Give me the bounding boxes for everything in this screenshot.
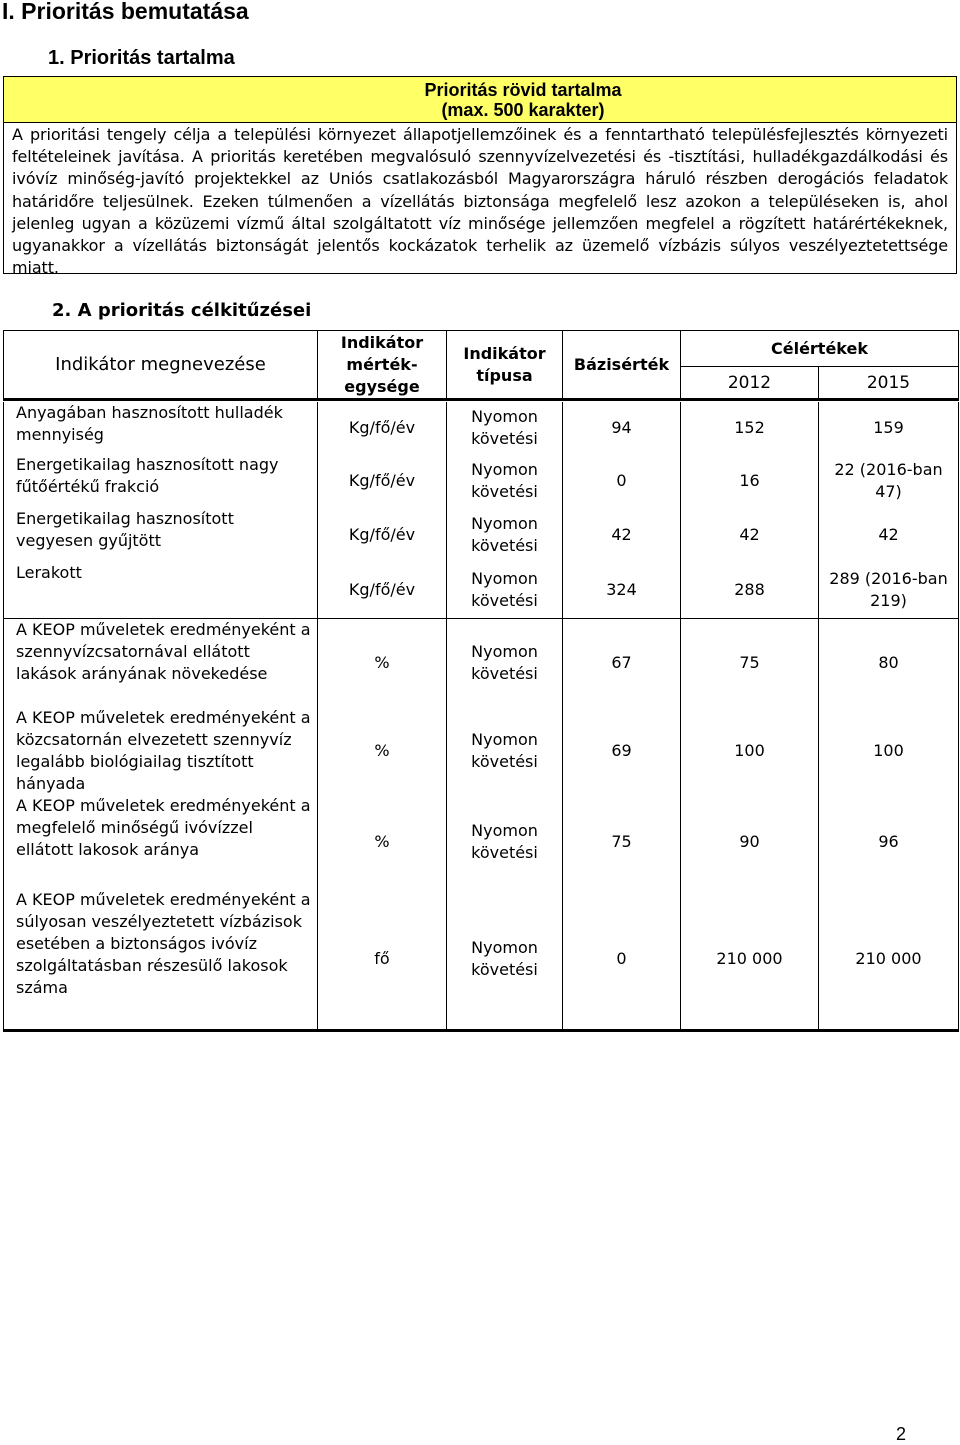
target-2015: 289 (2016-ban 219) <box>819 562 959 619</box>
table-row <box>4 619 959 707</box>
indicator-type: Nyomon követési <box>447 402 563 454</box>
indicator-unit: % <box>318 795 447 889</box>
target-2012: 288 <box>681 562 819 619</box>
indicator-unit: Kg/fő/év <box>318 402 447 454</box>
indicator-table <box>3 330 959 1032</box>
header-year-2015: 2015 <box>819 367 959 400</box>
target-2012: 210 000 <box>681 889 819 1031</box>
indicator-name: A KEOP műveletek eredményeként a megfelelő minőségű ivóvízzel ellátott lakosok aránya <box>4 795 318 889</box>
indicator-unit: fő <box>318 889 447 1031</box>
indicator-unit: % <box>318 707 447 795</box>
indicator-name: A KEOP műveletek eredményeként a közcsatornán elvezetett szennyvíz legalább biológiailag tisztított hányada <box>4 707 318 795</box>
baseline-value: 69 <box>563 707 681 795</box>
header-name: Indikátor megnevezése <box>4 331 318 400</box>
target-2015: 159 <box>819 402 959 454</box>
target-2015: 100 <box>819 707 959 795</box>
indicator-name: Energetikailag hasznosított vegyesen gyűjtött <box>4 508 318 562</box>
indicator-name: Anyagában hasznosított hulladék mennyiség <box>4 402 318 454</box>
header-type: Indikátor típusa <box>447 331 563 400</box>
summary-header <box>4 77 956 123</box>
target-2015: 210 000 <box>819 889 959 1031</box>
table-row <box>4 795 959 889</box>
indicator-type: Nyomon követési <box>447 454 563 508</box>
main-heading: I. Prioritás bemutatása <box>2 0 249 24</box>
priority-summary-box <box>3 76 957 278</box>
baseline-value: 0 <box>563 454 681 508</box>
indicator-unit: % <box>318 619 447 707</box>
target-2015: 22 (2016-ban 47) <box>819 454 959 508</box>
indicator-type: Nyomon követési <box>447 707 563 795</box>
indicator-name: Lerakott <box>4 562 318 619</box>
summary-subtitle: (max. 500 karakter) <box>441 100 605 120</box>
table-row <box>4 562 959 619</box>
target-2015: 42 <box>819 508 959 562</box>
target-2012: 90 <box>681 795 819 889</box>
indicator-type: Nyomon követési <box>447 619 563 707</box>
target-2012: 42 <box>681 508 819 562</box>
baseline-value: 67 <box>563 619 681 707</box>
indicator-type: Nyomon követési <box>447 562 563 619</box>
indicator-unit: Kg/fő/év <box>318 454 447 508</box>
table-row <box>4 454 959 508</box>
indicator-name: A KEOP műveletek eredményeként a szennyvízcsatornával ellátott lakások arányának növekedése <box>4 619 318 707</box>
baseline-value: 0 <box>563 889 681 1031</box>
table-row <box>4 402 959 454</box>
target-2012: 16 <box>681 454 819 508</box>
indicator-name: A KEOP műveletek eredményeként a súlyosan veszélyeztetett vízbázisok esetében a biztonságos ivóvíz szolgáltatásban részesülő lakosok száma <box>4 889 318 1031</box>
summary-title: Prioritás rövid tartalma <box>424 80 622 100</box>
section-1-heading: 1. Prioritás tartalma <box>48 47 235 69</box>
header-base: Bázisérték <box>563 331 681 400</box>
section-2-heading: 2. A prioritás célkitűzései <box>52 300 312 321</box>
target-2015: 80 <box>819 619 959 707</box>
target-2012: 152 <box>681 402 819 454</box>
baseline-value: 324 <box>563 562 681 619</box>
header-year-2012: 2012 <box>681 367 819 400</box>
indicator-unit: Kg/fő/év <box>318 562 447 619</box>
indicator-unit: Kg/fő/év <box>318 508 447 562</box>
table-row <box>4 707 959 795</box>
indicator-type: Nyomon követési <box>447 508 563 562</box>
target-2015: 96 <box>819 795 959 889</box>
table-row <box>4 508 959 562</box>
summary-body: A prioritási tengely célja a települési környezet állapotjellemzőinek és a fenntartható településfejlesztés környezeti feltételeinek javítása. A prioritás keretében megvalósuló szennyvízelvezetési és -tisztítási, hulladékgazdálkodási és ivóvíz minőség-javító projektekkel az Uniós csatlakozásból Magyarországra háruló részben derogációs feladatok határidőre teljesülnek. Ezeken túlmenően a vízellátás biztonsága megfelelő lesz azokon a településeken is, ahol jelenleg ugyan a közüzemi vízmű által szolgáltatott víz minősége jellemzően megfelel a rögzített határértékeknek, ugyanakkor a vízellátás biztonságát jelentős kockázatok terhelik az üzemelő vízbázis súlyos veszélyeztetettsége miatt. <box>12 125 948 278</box>
page-number: 2 <box>896 1424 907 1444</box>
indicator-type: Nyomon követési <box>447 889 563 1031</box>
table-row <box>4 889 959 1031</box>
baseline-value: 94 <box>563 402 681 454</box>
baseline-value: 42 <box>563 508 681 562</box>
target-2012: 100 <box>681 707 819 795</box>
header-unit: Indikátor mérték-egysége <box>318 331 447 400</box>
indicator-name: Energetikailag hasznosított nagy fűtőértékű frakció <box>4 454 318 508</box>
target-2012: 75 <box>681 619 819 707</box>
indicator-type: Nyomon követési <box>447 795 563 889</box>
baseline-value: 75 <box>563 795 681 889</box>
header-targets: Célértékek <box>681 331 959 367</box>
